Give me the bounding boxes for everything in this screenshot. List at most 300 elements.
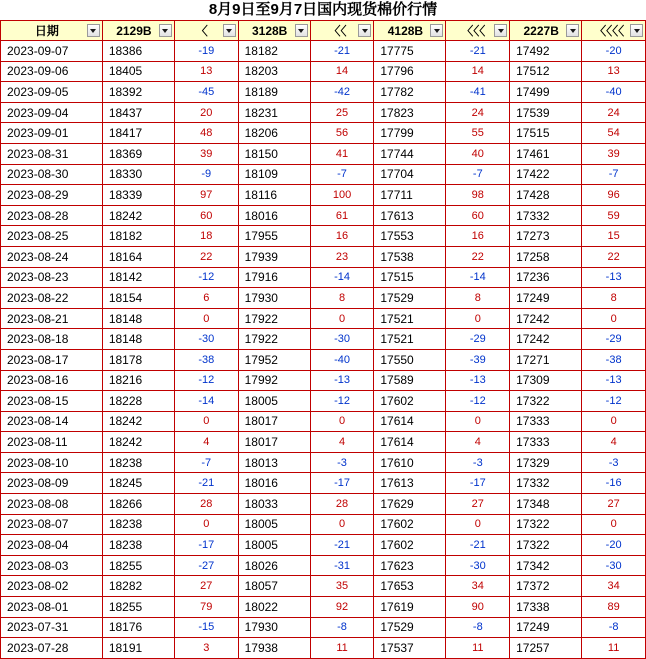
cell-date: 2023-08-02: [1, 576, 103, 597]
cell-c3: -17: [446, 473, 510, 494]
cell-c4: 34: [582, 576, 646, 597]
column-header-label: 3128B: [251, 23, 288, 38]
cell-p3: 17623: [374, 555, 446, 576]
cell-c2: 61: [310, 205, 374, 226]
cell-p1: 18339: [102, 185, 174, 206]
cell-p4: 17515: [510, 123, 582, 144]
table-row: [1, 370, 646, 391]
filter-dropdown-icon[interactable]: [494, 24, 507, 37]
cell-c2: -21: [310, 41, 374, 62]
cell-c3: 40: [446, 143, 510, 164]
cell-c3: -30: [446, 555, 510, 576]
cell-c2: -40: [310, 349, 374, 370]
cell-c4: -3: [582, 452, 646, 473]
cell-p4: 17333: [510, 432, 582, 453]
cell-c1: -17: [174, 535, 238, 556]
cell-c1: 0: [174, 514, 238, 535]
cell-c1: -19: [174, 41, 238, 62]
cell-c4: -13: [582, 370, 646, 391]
cell-p2: 18206: [238, 123, 310, 144]
cell-c2: -7: [310, 164, 374, 185]
cell-p1: 18242: [102, 411, 174, 432]
cell-c1: -21: [174, 473, 238, 494]
cell-p1: 18266: [102, 494, 174, 515]
cell-c4: -29: [582, 329, 646, 350]
cell-date: 2023-08-30: [1, 164, 103, 185]
chevron-down-icon: [226, 29, 232, 33]
cell-p2: 18150: [238, 143, 310, 164]
cell-c1: 13: [174, 61, 238, 82]
cell-date: 2023-09-06: [1, 61, 103, 82]
cell-p2: 17930: [238, 288, 310, 309]
cell-p1: 18164: [102, 246, 174, 267]
cell-p3: 17602: [374, 391, 446, 412]
cell-c3: -8: [446, 617, 510, 638]
cell-p2: 18203: [238, 61, 310, 82]
cell-p4: 17333: [510, 411, 582, 432]
cell-c4: 15: [582, 226, 646, 247]
table-header: [1, 21, 646, 41]
cell-c3: 0: [446, 514, 510, 535]
cell-c4: -30: [582, 555, 646, 576]
cell-c4: -12: [582, 391, 646, 412]
table-row: [1, 349, 646, 370]
table-row: [1, 535, 646, 556]
column-header-4128B[interactable]: [374, 21, 446, 41]
cell-date: 2023-08-23: [1, 267, 103, 288]
cell-p3: 17614: [374, 432, 446, 453]
cell-p2: 18033: [238, 494, 310, 515]
cell-p1: 18437: [102, 102, 174, 123]
column-header-label: 2227B: [523, 23, 559, 38]
cell-c1: 3: [174, 638, 238, 659]
cell-p1: 18216: [102, 370, 174, 391]
cell-c1: 0: [174, 411, 238, 432]
cell-c2: -12: [310, 391, 374, 412]
filter-dropdown-icon[interactable]: [566, 24, 579, 37]
cell-c2: 56: [310, 123, 374, 144]
column-header-date[interactable]: [1, 21, 103, 41]
cell-date: 2023-08-31: [1, 143, 103, 164]
cell-date: 2023-07-31: [1, 617, 103, 638]
cell-c4: -16: [582, 473, 646, 494]
cell-date: 2023-09-04: [1, 102, 103, 123]
cell-p3: 17610: [374, 452, 446, 473]
cell-p2: 17930: [238, 617, 310, 638]
cell-p2: 18116: [238, 185, 310, 206]
cell-p4: 17332: [510, 205, 582, 226]
cell-p4: 17242: [510, 329, 582, 350]
table-row: [1, 61, 646, 82]
table-row: [1, 308, 646, 329]
page-title: 8月9日至9月7日国内现货棉价行情: [208, 1, 438, 18]
cell-p2: 18182: [238, 41, 310, 62]
chevron-down-icon: [298, 29, 304, 33]
cell-p3: 17823: [374, 102, 446, 123]
cell-p2: 18005: [238, 391, 310, 412]
chevron-down-icon: [162, 29, 168, 33]
cell-c3: -21: [446, 41, 510, 62]
cell-c4: 0: [582, 308, 646, 329]
cell-c4: 39: [582, 143, 646, 164]
cell-c3: 22: [446, 246, 510, 267]
table-row: [1, 329, 646, 350]
column-header-2129B[interactable]: [102, 21, 174, 41]
cell-c3: 90: [446, 597, 510, 618]
cell-c4: -13: [582, 267, 646, 288]
cell-p2: 18017: [238, 432, 310, 453]
cell-c2: 92: [310, 597, 374, 618]
cell-c3: -7: [446, 164, 510, 185]
cell-date: 2023-08-22: [1, 288, 103, 309]
cell-c4: 8: [582, 288, 646, 309]
table-row: [1, 164, 646, 185]
filter-dropdown-icon[interactable]: [295, 24, 308, 37]
cell-date: 2023-08-29: [1, 185, 103, 206]
cell-p3: 17537: [374, 638, 446, 659]
cell-p1: 18417: [102, 123, 174, 144]
cell-c2: -42: [310, 82, 374, 103]
cell-c1: 97: [174, 185, 238, 206]
cell-c3: -41: [446, 82, 510, 103]
cotton-price-table: [0, 20, 646, 659]
cell-p1: 18191: [102, 638, 174, 659]
filter-dropdown-icon[interactable]: [358, 24, 371, 37]
table-row: [1, 267, 646, 288]
cell-c3: 14: [446, 61, 510, 82]
cell-p3: 17515: [374, 267, 446, 288]
cell-c3: 8: [446, 288, 510, 309]
cell-p3: 17553: [374, 226, 446, 247]
cell-p1: 18178: [102, 349, 174, 370]
cell-c2: -13: [310, 370, 374, 391]
cell-c1: 27: [174, 576, 238, 597]
cell-p4: 17236: [510, 267, 582, 288]
cell-p3: 17613: [374, 205, 446, 226]
cell-c3: 34: [446, 576, 510, 597]
table-row: [1, 205, 646, 226]
cell-c4: 24: [582, 102, 646, 123]
cell-p2: 18005: [238, 514, 310, 535]
cell-c3: -21: [446, 535, 510, 556]
cell-p4: 17249: [510, 617, 582, 638]
filter-dropdown-icon[interactable]: [159, 24, 172, 37]
filter-dropdown-icon[interactable]: [430, 24, 443, 37]
cell-p2: 18013: [238, 452, 310, 473]
cell-c2: -8: [310, 617, 374, 638]
cell-p3: 17589: [374, 370, 446, 391]
cell-p1: 18148: [102, 308, 174, 329]
cell-c2: 11: [310, 638, 374, 659]
cell-p1: 18405: [102, 61, 174, 82]
cell-date: 2023-09-05: [1, 82, 103, 103]
column-header-label: 〈〈: [328, 24, 347, 38]
cell-c3: 98: [446, 185, 510, 206]
chevron-down-icon: [434, 29, 440, 33]
cell-p4: 17492: [510, 41, 582, 62]
cell-c1: -9: [174, 164, 238, 185]
cell-c4: 96: [582, 185, 646, 206]
cell-p4: 17242: [510, 308, 582, 329]
cell-c2: 25: [310, 102, 374, 123]
table-row: [1, 102, 646, 123]
chevron-down-icon: [634, 29, 640, 33]
column-header-ltltltlt[interactable]: [582, 21, 646, 41]
cell-c1: -30: [174, 329, 238, 350]
cell-p2: 18231: [238, 102, 310, 123]
cell-c1: 20: [174, 102, 238, 123]
cell-c3: -12: [446, 391, 510, 412]
column-header-label: 2129B: [116, 23, 152, 38]
cell-p2: 17992: [238, 370, 310, 391]
column-header-label: 〈〈〈: [461, 24, 486, 38]
cell-c3: -3: [446, 452, 510, 473]
filter-dropdown-icon[interactable]: [87, 24, 100, 37]
table-row: [1, 432, 646, 453]
table-row: [1, 411, 646, 432]
cell-date: 2023-08-24: [1, 246, 103, 267]
cell-c1: 22: [174, 246, 238, 267]
cell-c2: -14: [310, 267, 374, 288]
cell-c3: -13: [446, 370, 510, 391]
header-row: [1, 21, 646, 41]
cell-p4: 17329: [510, 452, 582, 473]
cell-p3: 17629: [374, 494, 446, 515]
cell-c2: 28: [310, 494, 374, 515]
cell-c4: 13: [582, 61, 646, 82]
cell-c1: -7: [174, 452, 238, 473]
cell-c4: 22: [582, 246, 646, 267]
cell-c1: 4: [174, 432, 238, 453]
cell-p3: 17613: [374, 473, 446, 494]
table-row: [1, 597, 646, 618]
chevron-down-icon: [570, 29, 576, 33]
cell-c4: 4: [582, 432, 646, 453]
cell-p3: 17529: [374, 288, 446, 309]
table-row: [1, 514, 646, 535]
cell-p3: 17521: [374, 329, 446, 350]
cell-date: 2023-08-17: [1, 349, 103, 370]
cell-c4: -8: [582, 617, 646, 638]
cell-p2: 18109: [238, 164, 310, 185]
table-row: [1, 473, 646, 494]
cell-p1: 18228: [102, 391, 174, 412]
cell-c3: -29: [446, 329, 510, 350]
cell-c1: 0: [174, 308, 238, 329]
cell-c1: -12: [174, 267, 238, 288]
cell-p4: 17322: [510, 514, 582, 535]
cell-p3: 17550: [374, 349, 446, 370]
cell-c3: 0: [446, 411, 510, 432]
cell-p2: 18005: [238, 535, 310, 556]
cell-p3: 17711: [374, 185, 446, 206]
cell-p2: 17916: [238, 267, 310, 288]
cell-p4: 17332: [510, 473, 582, 494]
cell-c1: -15: [174, 617, 238, 638]
column-header-2227B[interactable]: [510, 21, 582, 41]
cell-p3: 17602: [374, 514, 446, 535]
cell-p3: 17653: [374, 576, 446, 597]
cell-p3: 17521: [374, 308, 446, 329]
cell-c4: 27: [582, 494, 646, 515]
cell-c2: -31: [310, 555, 374, 576]
cell-date: 2023-08-03: [1, 555, 103, 576]
cell-c1: 60: [174, 205, 238, 226]
column-header-label: 4128B: [387, 23, 424, 38]
cell-c3: 27: [446, 494, 510, 515]
cell-p2: 17922: [238, 329, 310, 350]
cell-p3: 17602: [374, 535, 446, 556]
filter-dropdown-icon[interactable]: [630, 24, 643, 37]
cell-c4: 59: [582, 205, 646, 226]
cell-p2: 18017: [238, 411, 310, 432]
cell-c3: 60: [446, 205, 510, 226]
chevron-down-icon: [498, 29, 504, 33]
cell-c4: -20: [582, 535, 646, 556]
column-header-lt[interactable]: [174, 21, 238, 41]
cell-c2: 23: [310, 246, 374, 267]
cell-c1: 6: [174, 288, 238, 309]
cell-date: 2023-09-07: [1, 41, 103, 62]
table-row: [1, 494, 646, 515]
cell-c1: -45: [174, 82, 238, 103]
cell-p3: 17538: [374, 246, 446, 267]
cell-c2: 0: [310, 411, 374, 432]
cell-c2: 0: [310, 514, 374, 535]
column-header-ltlt[interactable]: [310, 21, 374, 41]
cell-c4: -7: [582, 164, 646, 185]
cell-date: 2023-08-21: [1, 308, 103, 329]
cell-c1: 79: [174, 597, 238, 618]
cell-date: 2023-08-28: [1, 205, 103, 226]
cell-p1: 18176: [102, 617, 174, 638]
column-header-ltltlt[interactable]: [446, 21, 510, 41]
cell-p1: 18154: [102, 288, 174, 309]
cell-c2: 4: [310, 432, 374, 453]
cell-p4: 17348: [510, 494, 582, 515]
cell-c1: 28: [174, 494, 238, 515]
cell-p4: 17257: [510, 638, 582, 659]
cell-p4: 17422: [510, 164, 582, 185]
cell-p1: 18182: [102, 226, 174, 247]
cell-p2: 18189: [238, 82, 310, 103]
cell-date: 2023-08-08: [1, 494, 103, 515]
cell-c3: 24: [446, 102, 510, 123]
cell-c4: 0: [582, 514, 646, 535]
cell-p3: 17529: [374, 617, 446, 638]
cell-c1: -14: [174, 391, 238, 412]
cell-c3: 16: [446, 226, 510, 247]
cell-date: 2023-08-09: [1, 473, 103, 494]
cell-p2: 17939: [238, 246, 310, 267]
cell-c4: -40: [582, 82, 646, 103]
cell-p2: 17952: [238, 349, 310, 370]
cell-c2: -30: [310, 329, 374, 350]
table-row: [1, 288, 646, 309]
cell-p1: 18255: [102, 555, 174, 576]
cell-p4: 17322: [510, 535, 582, 556]
cell-date: 2023-08-11: [1, 432, 103, 453]
cell-c1: -38: [174, 349, 238, 370]
cell-p2: 18016: [238, 473, 310, 494]
cell-c4: 11: [582, 638, 646, 659]
cell-p1: 18238: [102, 535, 174, 556]
cell-c2: 0: [310, 308, 374, 329]
cell-date: 2023-08-18: [1, 329, 103, 350]
cell-c2: -21: [310, 535, 374, 556]
cell-p2: 17938: [238, 638, 310, 659]
cell-c2: -17: [310, 473, 374, 494]
table-row: [1, 452, 646, 473]
cell-c4: 54: [582, 123, 646, 144]
cell-p4: 17342: [510, 555, 582, 576]
cell-p3: 17704: [374, 164, 446, 185]
table-row: [1, 391, 646, 412]
cell-c2: 41: [310, 143, 374, 164]
cell-p3: 17619: [374, 597, 446, 618]
cell-c1: 18: [174, 226, 238, 247]
cell-p3: 17744: [374, 143, 446, 164]
cell-p2: 18057: [238, 576, 310, 597]
cell-c2: 8: [310, 288, 374, 309]
chevron-down-icon: [90, 29, 96, 33]
cell-p1: 18238: [102, 514, 174, 535]
column-header-label: 〈〈〈〈: [594, 24, 625, 38]
cell-c1: 39: [174, 143, 238, 164]
cell-p1: 18148: [102, 329, 174, 350]
cell-c2: 100: [310, 185, 374, 206]
cell-p4: 17322: [510, 391, 582, 412]
cell-date: 2023-08-14: [1, 411, 103, 432]
cell-c3: -39: [446, 349, 510, 370]
cell-date: 2023-08-10: [1, 452, 103, 473]
cell-date: 2023-08-07: [1, 514, 103, 535]
cell-p2: 17922: [238, 308, 310, 329]
cell-p1: 18369: [102, 143, 174, 164]
cell-p1: 18255: [102, 597, 174, 618]
cell-c2: 35: [310, 576, 374, 597]
cell-c4: -38: [582, 349, 646, 370]
cell-p3: 17782: [374, 82, 446, 103]
table-row: [1, 123, 646, 144]
filter-dropdown-icon[interactable]: [223, 24, 236, 37]
cell-p4: 17273: [510, 226, 582, 247]
column-header-3128B[interactable]: [238, 21, 310, 41]
cell-p4: 17338: [510, 597, 582, 618]
cell-date: 2023-08-01: [1, 597, 103, 618]
cell-p1: 18242: [102, 205, 174, 226]
cell-p2: 17955: [238, 226, 310, 247]
cell-p4: 17499: [510, 82, 582, 103]
cell-c3: 55: [446, 123, 510, 144]
cell-c1: -27: [174, 555, 238, 576]
cell-p2: 18026: [238, 555, 310, 576]
cell-p1: 18142: [102, 267, 174, 288]
column-header-label: 日期: [34, 24, 59, 38]
cell-p1: 18245: [102, 473, 174, 494]
table-row: [1, 617, 646, 638]
cell-date: 2023-08-04: [1, 535, 103, 556]
cell-c3: 11: [446, 638, 510, 659]
table-row: [1, 555, 646, 576]
cell-date: 2023-07-28: [1, 638, 103, 659]
cell-p4: 17271: [510, 349, 582, 370]
cell-p4: 17539: [510, 102, 582, 123]
column-header-label: 〈: [195, 24, 208, 38]
cell-p4: 17258: [510, 246, 582, 267]
cell-p3: 17775: [374, 41, 446, 62]
chevron-down-icon: [362, 29, 368, 33]
